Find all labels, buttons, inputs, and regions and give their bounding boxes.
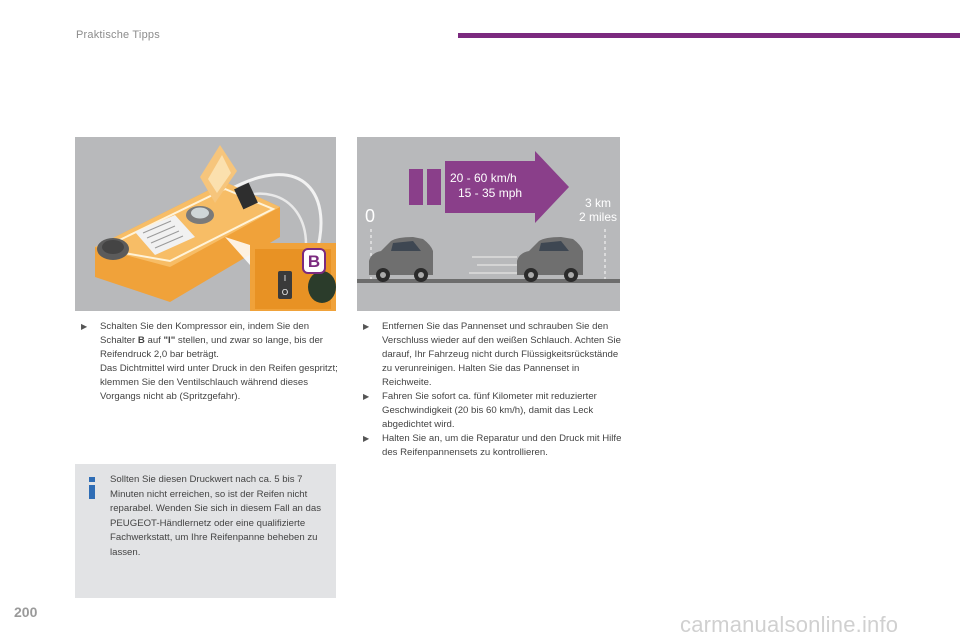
car-moving — [517, 237, 583, 282]
step-text: Schalten Sie den Kompressor ein, indem Sie den Schalter B auf "I" stellen, und zwar so lange, bis der Reifendruck 2,0 bar beträgt. — [100, 321, 323, 360]
step-remove-kit — [358, 320, 624, 390]
bullet-icon: ▶ — [363, 434, 370, 443]
bullet-icon: ▶ — [81, 322, 88, 331]
switch-position-off: O — [281, 288, 289, 297]
switch-label-b: B — [307, 252, 321, 271]
compressor-illustration — [75, 137, 336, 311]
section-accent-bar — [458, 33, 960, 38]
bullet-icon: ▶ — [363, 392, 370, 401]
speed-mph: 15 - 35 mph — [458, 186, 523, 200]
info-icon — [88, 477, 96, 499]
car-start — [369, 237, 433, 282]
step-compressor-on — [76, 320, 338, 404]
instructions-left-column — [76, 320, 338, 404]
step-text: Halten Sie an, um die Reparatur und den Druck mit Hilfe des Reifenpannensets zu kontrollieren. — [382, 433, 622, 458]
instructions-right-column — [358, 320, 624, 460]
switch-reference: B — [137, 335, 145, 346]
position-reference: "I" — [163, 335, 176, 346]
start-marker: 0 — [365, 206, 376, 226]
watermark: carmanualsonline.info — [680, 612, 899, 637]
page-number: 200 — [14, 604, 38, 620]
speed-kmh: 20 - 60 km/h — [450, 171, 517, 185]
info-box — [75, 464, 336, 598]
section-title: Praktische Tipps — [76, 29, 160, 41]
bullet-icon: ▶ — [363, 322, 370, 331]
speed-distance-illustration — [357, 137, 620, 311]
step-text: Entfernen Sie das Pannenset und schrauben Sie den Verschluss wieder auf den weißen Schlauch. Achten Sie darauf, Ihr Fahrzeug nicht durch Flüssigkeitsrückstände zu verunreinigen. Halten Sie das Pannenset in Reichweite. — [382, 321, 621, 388]
step-text: Fahren Sie sofort ca. fünf Kilometer mit reduzierter Geschwindigkeit (20 bis 60 km/h), damit das Leck abgedichtet wird. — [382, 391, 597, 430]
step-stop-check — [358, 432, 624, 460]
info-text: Sollten Sie diesen Druckwert nach ca. 5 bis 7 Minuten nicht erreichen, so ist der Reifen nicht reparabel. Wenden Sie sich in diesem Fall an das PEUGEOT-Händlernetz oder eine qualifizierte Fachwerkstatt, um Ihre Reifenpanne beheben zu lassen. — [110, 474, 322, 558]
switch-position-on: I — [283, 274, 287, 283]
step-drive — [358, 390, 624, 432]
step-note: Das Dichtmittel wird unter Druck in den Reifen gespritzt; klemmen Sie den Ventilschlauch während dieses Vorgangs nicht ab (Spritzgefahr). — [100, 363, 338, 402]
distance-miles: 2 miles — [579, 210, 618, 224]
distance-km: 3 km — [585, 196, 612, 210]
